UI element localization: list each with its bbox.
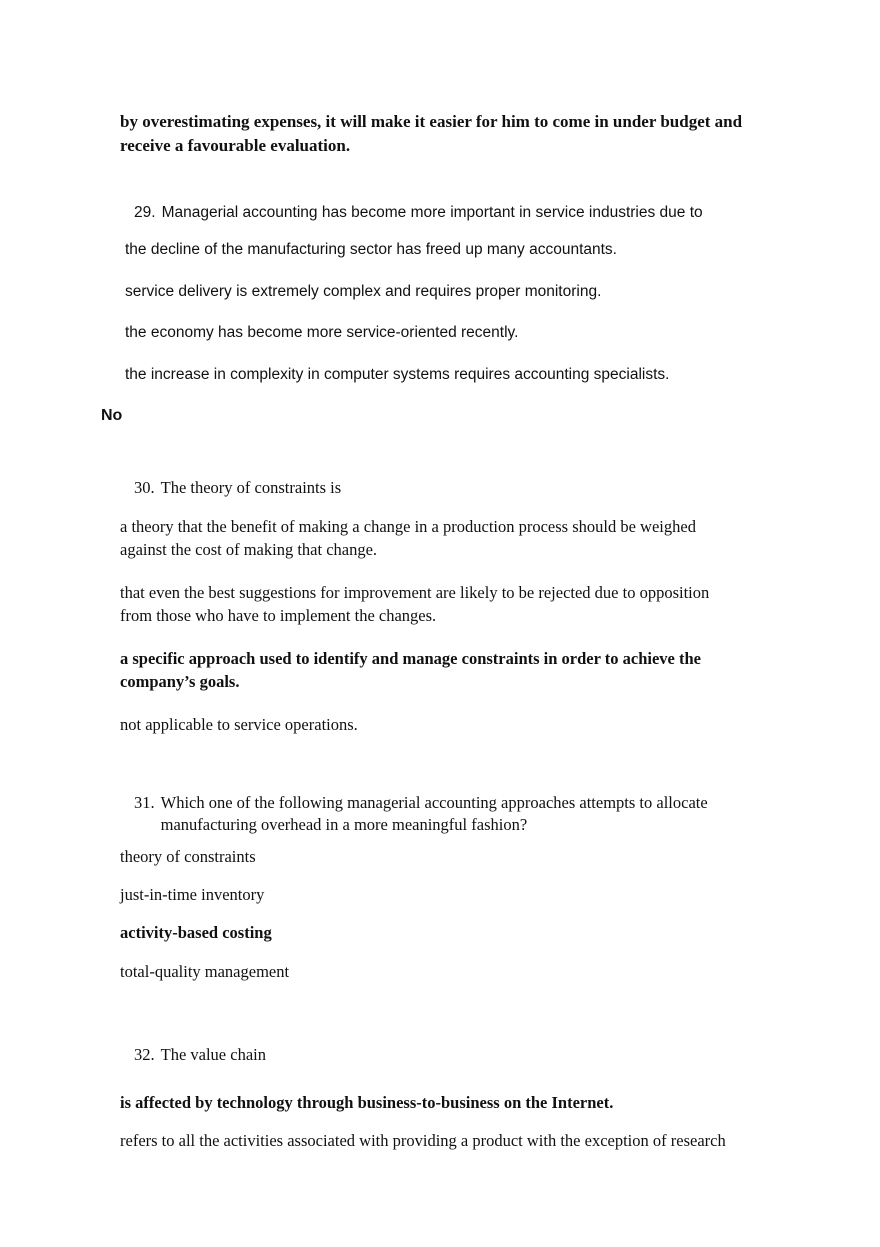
answer-option: total-quality management [120,961,290,981]
answer-option: refers to all the activities associated with providing a product with the exception of research [120,1131,726,1151]
answer-option: the increase in complexity in computer systems requires accounting specialists. [125,366,670,384]
answer-option: a theory that the benefit of making a change in a production process should be weighed against the cost of making that change. [120,516,696,559]
question-text: Which one of the following managerial accounting approaches attempts to allocate manufacturing overhead in a more meaningful fashion? [160,793,708,834]
answer-option: the economy has become more service-oriented recently. [125,324,519,342]
answer-option: the decline of the manufacturing sector has freed up many accountants. [125,240,617,258]
question-31 [120,792,760,982]
question-number: 32. [134,1044,155,1064]
question-number: 30. [134,478,155,498]
question-text: The theory of constraints is [160,478,342,498]
question-32 [120,1044,760,1153]
answer-option: service delivery is extremely complex and requires proper monitoring. [125,282,602,300]
answer-option: theory of constraints [120,847,256,867]
question-29-stem [120,204,760,222]
question-30-stem [120,477,760,498]
question-30 [120,477,760,736]
answer-option-correct: activity-based costing [120,923,272,943]
stray-label-no: No [101,407,123,425]
spacer [120,736,760,792]
question-number: 31. [134,793,155,813]
spacer [120,998,760,1044]
answer-option: not applicable to service operations. [120,715,358,735]
question-number: 29. [134,203,156,221]
question-text: Managerial accounting has become more important in service industries due to [161,203,703,221]
answer-option: that even the best suggestions for improvement are likely to be rejected due to opposition from those who have to implement the changes. [120,582,710,625]
prior-answer-text: by overestimating expenses, it will make it easier for him to come in under budget and receive a favourable evaluation. [120,112,743,155]
answer-option: just-in-time inventory [120,885,265,905]
answer-option-correct: a specific approach used to identify and manage constraints in order to achieve the company’s goals. [120,649,702,692]
question-31-stem [120,792,760,835]
question-29 [120,204,760,387]
question-32-stem [120,1044,760,1065]
question-text: The value chain [160,1044,266,1064]
answer-option-correct: is affected by technology through business-to-business on the Internet. [120,1093,614,1113]
